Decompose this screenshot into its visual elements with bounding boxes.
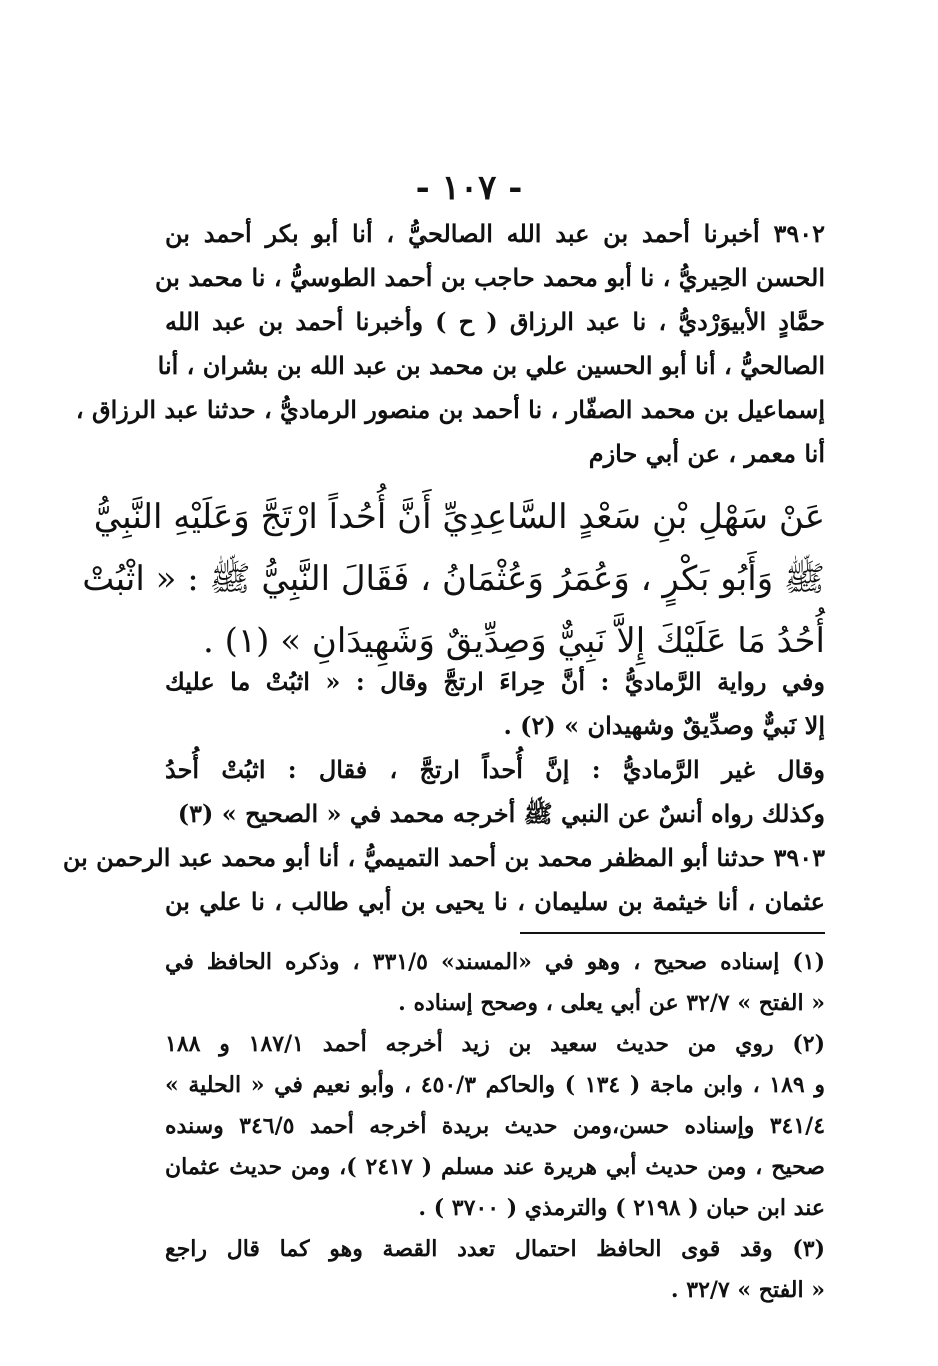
footnote-line: « الفتح » ٣٢/٧ عن أبي يعلى ، وصحح إسناده . <box>398 990 825 1016</box>
text-line: ٣٩٠٢ أخبرنا أحمد بن عبد الله الصالحيُّ ، أنا أبو بكر أحمد بن <box>165 219 825 248</box>
footnote-line: « الفتح » ٣٢/٧ . <box>670 1277 825 1303</box>
text-line: حمَّادٍ الأبيوَرْديُّ ، نا عبد الرزاق ( ح ) وأخبرنا أحمد بن عبد الله <box>165 307 825 336</box>
text-line: ٣٩٠٣ حدثنا أبو المظفر محمد بن أحمد التميميُّ ، أنا أبو محمد عبد الرحمن بن <box>62 843 825 872</box>
footnote-divider <box>520 932 825 934</box>
hadith-line: أُحُدُ مَا عَلَيْكَ إِلاَّ نَبِيٌّ وَصِدِّيقٌ وَشَهِيدَانِ » (١) . <box>203 621 825 661</box>
hadith-line: ﷺ وَأَبُو بَكْرٍ ، وَعُمَرُ وَعُثْمَانُ ، فَقَالَ النَّبِيُّ ﷺ : « اثْبُتْ <box>82 559 825 599</box>
text-line: أنا معمر ، عن أبي حازم <box>588 439 825 468</box>
footnote-line: صحيح ، ومن حديث أبي هريرة عند مسلم ( ٢٤١٧ )، ومن حديث عثمان <box>165 1154 825 1180</box>
text-line: إسماعيل بن محمد الصفّار ، نا أحمد بن منصور الرماديُّ ، حدثنا عبد الرزاق ، <box>75 395 825 424</box>
footnotes <box>165 942 825 1311</box>
footnote-line: عند ابن حبان ( ٢١٩٨ ) والترمذي ( ٣٧٠٠ ) . <box>418 1195 825 1221</box>
footnote-line: (٣) وقد قوى الحافظ احتمال تعدد القصة وهو كما قال راجع <box>165 1236 825 1262</box>
text-line: الصالحيُّ ، أنا أبو الحسين علي بن محمد بن عبد الله بن بشران ، أنا <box>157 351 825 380</box>
narration-3902 <box>75 212 825 476</box>
text-line: الحسن الحِيريُّ ، نا أبو محمد حاجب بن أحمد الطوسيُّ ، نا محمد بن <box>155 263 825 292</box>
footnote-line: (١) إسناده صحيح ، وهو في «المسند» ٣٣١/٥ ، وذكره الحافظ في <box>165 949 825 975</box>
hadith-line: عَنْ سَهْلِ بْنِ سَعْدٍ السَّاعِدِيِّ أَنَّ أُحُداً ارْتَجَّ وَعَلَيْهِ النَّبِيُّ <box>93 497 825 537</box>
narration-notes <box>62 660 825 924</box>
text-line: وكذلك رواه أنسٌ عن النبي ﷺ أخرجه محمد في « الصحيح » (٣) <box>177 799 825 828</box>
footnote-line: (٢) روي من حديث سعيد بن زيد أخرجه أحمد ١٨٧/١ و ١٨٨ <box>165 1031 825 1057</box>
hadith-text <box>82 486 825 672</box>
text-line: وفي رواية الرَّماديُّ : أنَّ حِراءَ ارتجَّ وقال : « اثبُتْ ما عليك <box>165 667 825 696</box>
footnote-line: ٣٤١/٤ وإسناده حسن،ومن حديث بريدة أخرجه أحمد ٣٤٦/٥ وسنده <box>165 1113 826 1139</box>
text-line: عثمان ، أنا خيثمة بن سليمان ، نا يحيى بن أبي طالب ، نا علي بن <box>165 887 825 916</box>
text-line: إلا نَبيٌّ وصدِّيقٌ وشهيدان » (٢) . <box>503 711 825 740</box>
footnote-line: و ١٨٩ ، وابن ماجة ( ١٣٤ ) والحاكم ٤٥٠/٣ ، وأبو نعيم في « الحلية » <box>165 1072 825 1098</box>
page-number: - ١٠٧ - <box>415 168 523 208</box>
text-line: وقال غير الرَّماديُّ : إنَّ أُحداً ارتجَّ ، فقال : اثبُتْ أُحدُ <box>165 755 825 784</box>
